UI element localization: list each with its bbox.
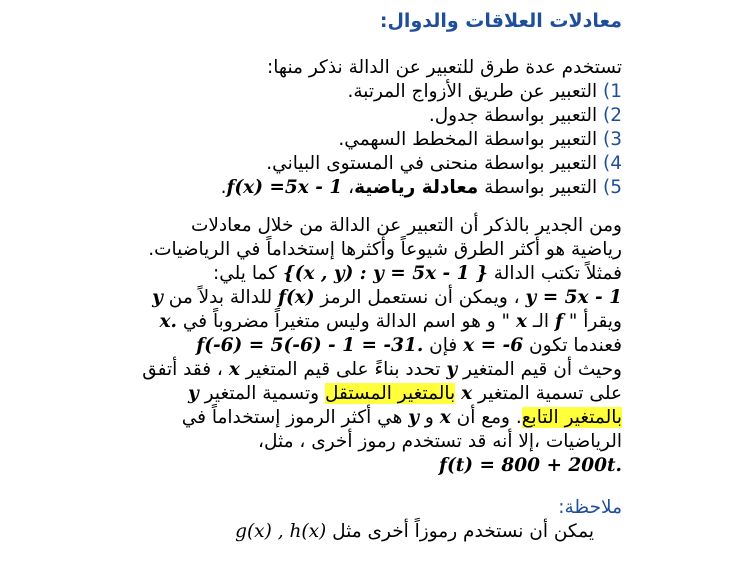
math-symbol: x [228,359,240,380]
list-text: التعبير بواسطة جدول. [428,105,598,126]
text-segment: الـ [532,311,550,332]
list-formula: f(x) =5x - 1 [226,177,343,198]
list-number: 3) [603,129,622,150]
note-label: ملاحظة: [558,497,622,518]
math-symbol: x [515,311,527,332]
math-equation: f(t) = 800 + 200t. [439,455,622,476]
paragraph-line [213,262,622,286]
list-bold-term: معادلة رياضية [354,177,479,198]
text-segment: وحيث أن قيم المتغير [463,359,622,380]
text-segment: ويقرأ " [568,311,622,332]
paragraph-line: الرياضيات ،إلا أنه قد تستخدم رموز أخرى ، مثل، [258,431,622,452]
math-symbol: y [408,407,419,428]
list-item [266,152,622,176]
text-segment: ، ويمكن أن نستعمل الرمز [320,287,520,308]
highlight-dependent-variable: بالمتغير التابع [521,407,622,428]
note-text [235,520,594,544]
text-segment: تحدد بناءً على قيم المتغير [245,359,441,380]
paragraph-line [439,454,622,478]
paragraph-line: ومن الجدير بالذكر أن التعبير عن الدالة من خلال معادلات [190,215,622,236]
list-number: 1) [603,81,622,102]
paragraph-line [188,382,622,406]
list-text: التعبير عن طريق الأزواج المرتبة. [347,81,598,102]
paragraph-line [160,310,623,334]
paragraph-line [142,358,622,382]
math-equation: x = -6 [463,335,524,356]
math-equation: y = 5x - 1 [525,287,622,308]
list-text: التعبير بواسطة منحنى في المستوى البياني. [266,153,598,174]
math-symbol: y [446,359,458,380]
paragraph-line: رياضية هو أكثر الطرق شيوعاً وأكثرها إستخداماً في الرياضيات. [148,239,622,260]
text-segment: هي أكثر الرموز إستخداماً في [181,407,403,428]
text-segment: . ومع أن [456,407,522,428]
math-symbol: f(x) [277,287,315,308]
text-segment: كما يلي: [213,263,277,284]
text-segment: وتسمية المتغير [204,383,320,404]
text-segment: " و هو اسم الدالة وليس متغيراً مضروباً في [182,311,511,332]
highlight-independent-variable: بالمتغير المستقل [324,383,456,404]
paragraph-line [182,406,622,430]
math-symbol: x [439,407,451,428]
list-item [347,80,622,104]
text-segment: يمكن أن نستخدم رموزاً أخرى مثل [332,521,594,542]
paragraph-line [152,286,622,310]
paragraph-line [196,334,622,358]
text-segment: للدالة بدلاً من [168,287,273,308]
page-title: معادلات العلاقات والدوال: [379,10,622,32]
intro-text: تستخدم عدة طرق للتعبير عن الدالة نذكر منها: [267,57,622,78]
text-segment: و [424,407,434,428]
math-set: {(x , y) : y = 5x - 1 } [282,263,488,284]
list-item: 5) التعبير بواسطة معادلة رياضية، f(x) =5x - 1. [220,177,622,198]
list-number: 4) [603,153,622,174]
list-text: التعبير بواسطة المخطط السهمي. [338,129,598,150]
text-segment: فعندما تكون [529,335,622,356]
list-text: التعبير بواسطة [484,177,598,198]
math-symbols: g(x) , h(x) [235,521,327,542]
math-symbol: x [461,383,473,404]
math-symbol: x. [159,311,177,332]
text-segment: على تسمية المتغير [478,383,622,404]
math-symbol: y [152,287,163,308]
list-number: 2) [603,105,622,126]
math-symbol: f [554,311,563,332]
text-segment: فمثلاً تكتب الدالة [493,263,622,284]
list-item [338,128,622,152]
list-item [429,104,622,128]
math-symbol: y [188,383,199,404]
text-segment: ، فقد أتفق [142,359,223,380]
text-segment: فإن [429,335,458,356]
list-number: 5) [603,177,622,198]
math-equation: f(-6) = 5(-6) - 1 = -31. [196,335,424,356]
